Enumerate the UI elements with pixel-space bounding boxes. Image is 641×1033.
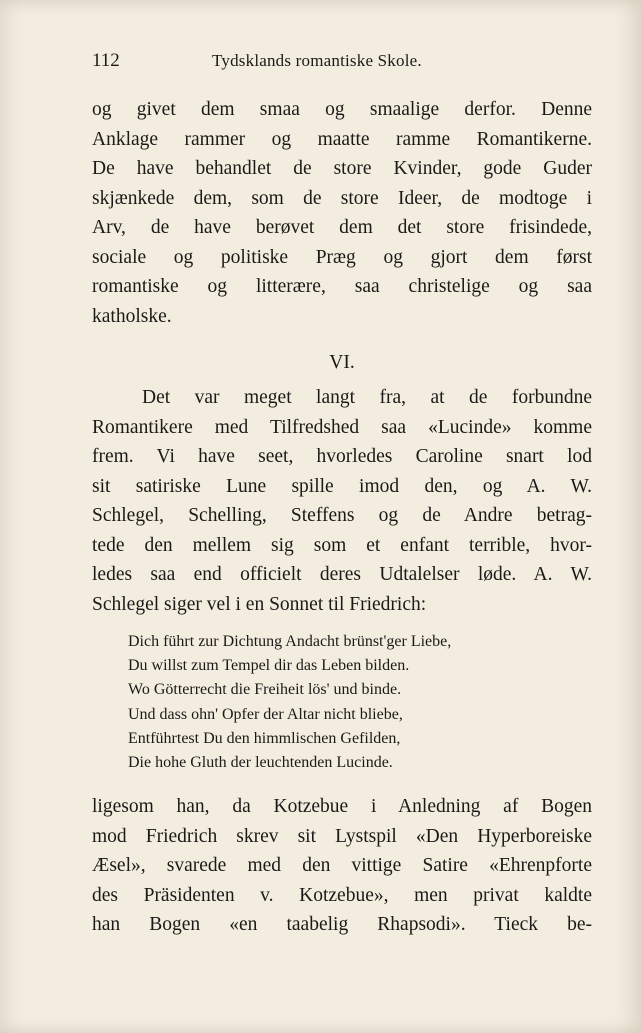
verse-line: Entführtest Du den himmlischen Gefilden, [128, 729, 401, 747]
text-line: han Bogen «en taabelig Rhapsodi». Tieck be- [92, 914, 592, 935]
text-line: katholske. [92, 305, 172, 327]
verse-line: Und dass ohn' Opfer der Altar nicht bliebe, [128, 705, 403, 723]
text-line: skjænkede dem, som de store Ideer, de modtoge i [92, 187, 592, 209]
text-line: romantiske og litterære, saa christelige og saa [92, 276, 592, 297]
verse-line: Die hohe Gluth der leuchtenden Lucinde. [128, 754, 393, 772]
text-line: sociale og politiske Præg og gjort dem først [92, 246, 592, 268]
verse-line: Wo Götterrecht die Freiheit lös' und binde. [128, 681, 402, 699]
paragraph-1 [92, 95, 592, 331]
page-number: 112 [92, 50, 120, 71]
sonnet-quote [128, 630, 548, 775]
text-line: ligesom han, da Kotzebue i Anledning af Bogen [92, 796, 592, 817]
text-line: Romantikere med Tilfredshed saa «Lucinde» komme [92, 416, 592, 438]
text-line: mod Friedrich skrev sit Lystspil «Den Hyperboreiske [92, 825, 592, 847]
text-line: sit satiriske Lune spille imod den, og A. W. [92, 475, 592, 497]
text-line: Schlegel siger vel i en Sonnet til Friedrich: [92, 593, 427, 615]
text-line: Anklage rammer og maatte ramme Romantikerne. [92, 128, 592, 150]
page-header [92, 50, 592, 76]
text-line: Æsel», svarede med den vittige Satire «Ehrenpforte [92, 855, 592, 876]
paragraph-2 [92, 383, 592, 619]
text-line: og givet dem smaa og smaalige derfor. Denne [92, 99, 592, 120]
text-line: Det var meget langt fra, at de forbundne [142, 387, 592, 408]
text-line: ledes saa end officielt deres Udtalelser løde. A. W. [92, 564, 592, 585]
verse-line: Dich führt zur Dichtung Andacht brünst'ger Liebe, [128, 633, 452, 650]
text-line: frem. Vi have seet, hvorledes Caroline snart lod [92, 446, 592, 467]
text-line: des Präsidenten v. Kotzebue», men privat kaldte [92, 884, 592, 906]
text-line: Schlegel, Schelling, Steffens og de Andre betrag- [92, 505, 592, 526]
text-line: Arv, de have berøvet dem det store frisindede, [92, 217, 592, 238]
section-heading: VI. [329, 352, 355, 373]
paragraph-3 [92, 792, 592, 940]
text-line: tede den mellem sig som et enfant terrible, hvor- [92, 534, 592, 556]
running-title: Tydsklands romantiske Skole. [212, 51, 422, 70]
verse-line: Du willst zum Tempel dir das Leben bilden. [128, 657, 410, 675]
text-line: De have behandlet de store Kvinder, gode Guder [92, 158, 592, 179]
